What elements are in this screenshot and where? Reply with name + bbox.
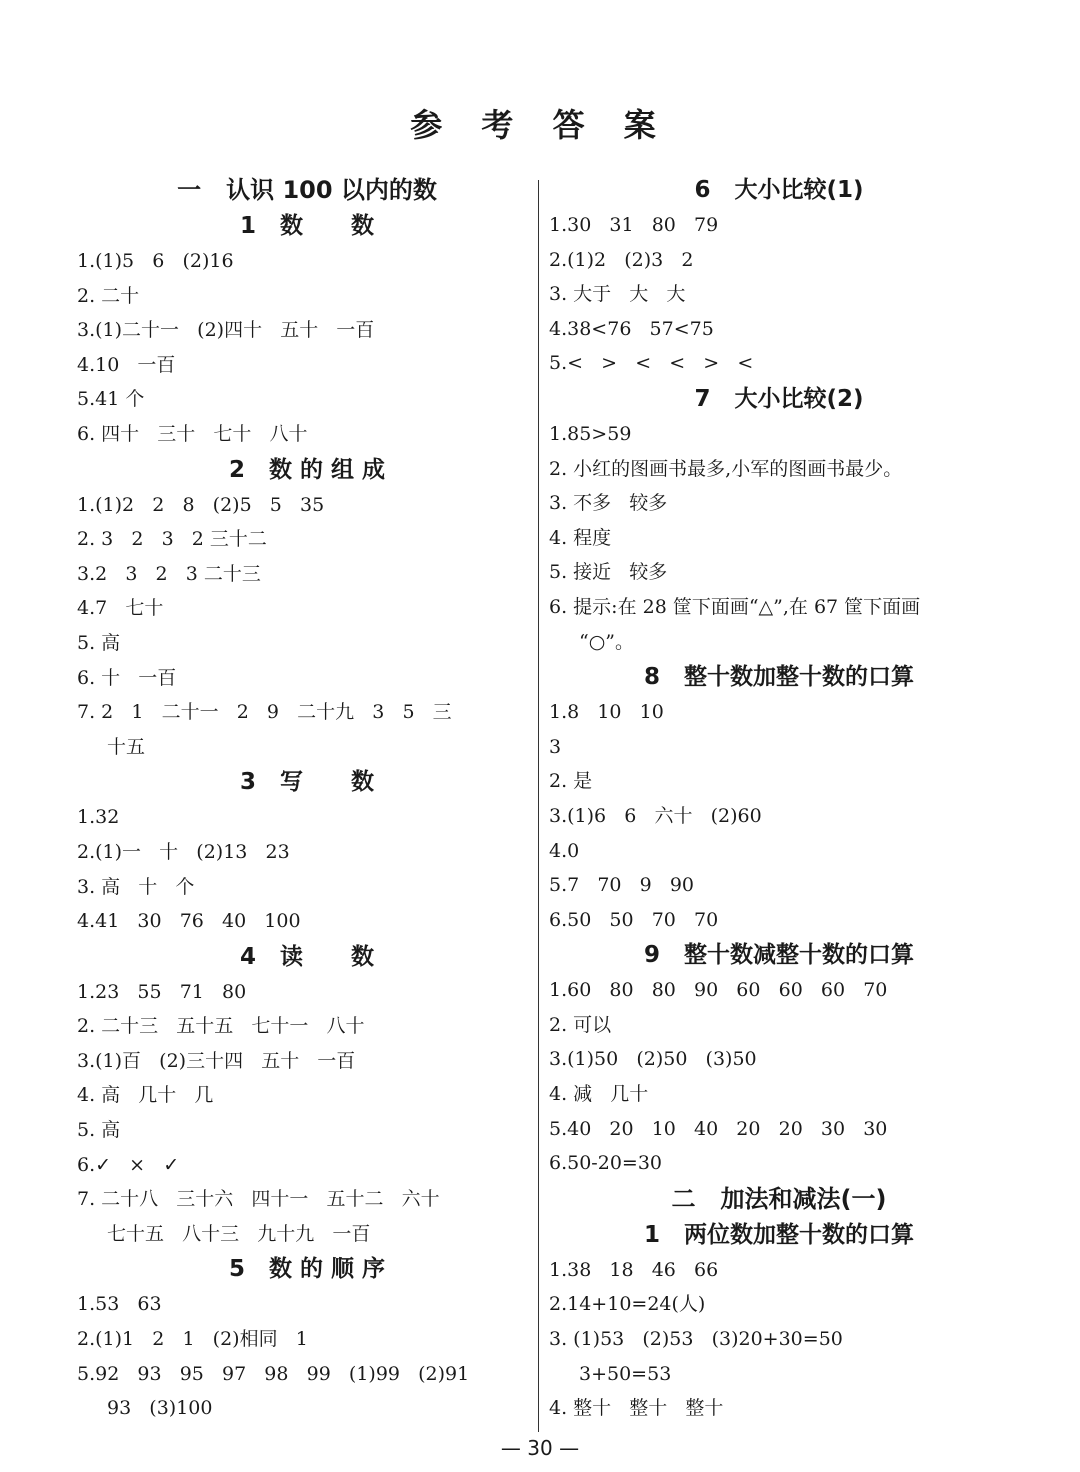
answer-line: 6. 提示:在 28 筐下面画“△”,在 67 筐下面画 bbox=[549, 595, 921, 618]
subsection-heading: 1 两位数加整十数的口算 bbox=[643, 1221, 915, 1248]
section-heading: 一 认识 100 以内的数 bbox=[177, 176, 437, 204]
answer-line: 5.41 个 bbox=[77, 388, 145, 411]
answer-line: 5. 高 bbox=[77, 1119, 121, 1142]
section-heading: 二 加法和减法(一) bbox=[671, 1184, 887, 1213]
answer-line: 3.(1)百 (2)三十四 五十 一百 bbox=[77, 1049, 356, 1072]
answer-line: 3. 不多 较多 bbox=[549, 492, 668, 515]
answer-line: 2. 二十三 五十五 七十一 八十 bbox=[77, 1015, 365, 1038]
column-divider bbox=[538, 180, 539, 1432]
answer-line: 4.10 一百 bbox=[77, 353, 176, 376]
answer-line: 4. 减 几十 bbox=[549, 1083, 649, 1106]
subsection-heading: 4 读 数 bbox=[239, 943, 375, 970]
answer-line: 6. 四十 三十 七十 八十 bbox=[77, 422, 308, 445]
answer-line: 1.30 31 80 79 bbox=[549, 214, 719, 236]
answer-line: 2.(1)一 十 (2)13 23 bbox=[77, 840, 290, 863]
answer-line: 2.(1)1 2 1 (2)相同 1 bbox=[77, 1328, 308, 1351]
page-title: 参 考 答 案 bbox=[410, 106, 670, 144]
subsection-heading: 2 数 的 组 成 bbox=[228, 456, 386, 483]
answer-line: 5.92 93 95 97 98 99 (1)99 (2)91 bbox=[77, 1362, 470, 1385]
answer-line: 3.(1)6 6 六十 (2)60 bbox=[549, 804, 762, 827]
answer-line: 4. 整十 整十 整十 bbox=[549, 1397, 724, 1420]
answer-line: 3. 高 十 个 bbox=[77, 875, 195, 898]
answer-line: 1.32 bbox=[77, 806, 120, 829]
answer-line: 4. 程度 bbox=[549, 526, 612, 549]
subsection-heading: 6 大小比较(1) bbox=[694, 177, 864, 203]
answer-line: 5. 高 bbox=[77, 631, 121, 654]
answer-line-continued: “○”。 bbox=[579, 630, 635, 653]
answer-line: 3.(1)50 (2)50 (3)50 bbox=[549, 1048, 757, 1071]
answer-line: 2. 小红的图画书最多,小军的图画书最少。 bbox=[549, 457, 903, 480]
answer-line: 3.(1)二十一 (2)四十 五十 一百 bbox=[77, 319, 375, 342]
answer-line-continued: 十五 bbox=[107, 735, 146, 758]
answer-line: 1.53 63 bbox=[77, 1293, 162, 1316]
answer-line: 4. 高 几十 几 bbox=[77, 1084, 214, 1107]
answer-line: 6.50 50 70 70 bbox=[549, 908, 719, 931]
answer-line: 7. 二十八 三十六 四十一 五十二 六十 bbox=[77, 1188, 440, 1211]
subsection-heading: 7 大小比较(2) bbox=[694, 385, 864, 412]
answer-line: 5. 接近 较多 bbox=[549, 561, 668, 584]
answer-line: 4.41 30 76 40 100 bbox=[77, 910, 301, 933]
answer-line: 4.38<76 57<75 bbox=[549, 317, 714, 340]
answer-line: 6.50-20=30 bbox=[549, 1152, 662, 1175]
subsection-heading: 1 数 数 bbox=[239, 213, 375, 239]
subsection-heading: 9 整十数减整十数的口算 bbox=[643, 942, 915, 969]
answer-line: 6. 十 一百 bbox=[77, 666, 177, 689]
subsection-heading: 5 数 的 顺 序 bbox=[228, 1256, 386, 1283]
answer-line: 1.85>59 bbox=[549, 422, 632, 445]
answer-line: 4.7 七十 bbox=[77, 597, 164, 620]
answer-line: 4.0 bbox=[549, 839, 580, 862]
answer-line: 1.(1)5 6 (2)16 bbox=[77, 250, 234, 272]
answer-line: 3 bbox=[549, 735, 562, 758]
answer-line: 3. 大于 大 大 bbox=[549, 283, 686, 306]
answer-line-continued: 3+50=53 bbox=[579, 1362, 672, 1385]
answer-line: 6.✓ × ✓ bbox=[77, 1153, 180, 1176]
right-column bbox=[549, 172, 1009, 1426]
answer-line: 2.(1)2 (2)3 2 bbox=[549, 248, 694, 271]
answer-line: 1.(1)2 2 8 (2)5 5 35 bbox=[77, 493, 325, 516]
answer-line: 5.7 70 9 90 bbox=[549, 874, 695, 897]
answer-line: 1.8 10 10 bbox=[549, 701, 664, 724]
answer-line: 2. 可以 bbox=[549, 1013, 612, 1036]
answer-line: 3. (1)53 (2)53 (3)20+30=50 bbox=[549, 1328, 843, 1351]
answer-line: 3.2 3 2 3 二十三 bbox=[77, 562, 261, 585]
answer-line: 7. 2 1 二十一 2 9 二十九 3 5 三 bbox=[77, 701, 452, 724]
answer-line: 2. 3 2 3 2 三十二 bbox=[77, 528, 267, 551]
answer-line: 2. 是 bbox=[549, 770, 593, 793]
answer-line: 1.38 18 46 66 bbox=[549, 1258, 719, 1281]
answer-line: 5.40 20 10 40 20 20 30 30 bbox=[549, 1117, 888, 1140]
answer-line: 2.14+10=24(人) bbox=[549, 1293, 706, 1316]
subsection-heading: 8 整十数加整十数的口算 bbox=[643, 664, 915, 691]
subsection-heading: 3 写 数 bbox=[239, 769, 375, 796]
answer-line: 1.60 80 80 90 60 60 60 70 bbox=[549, 979, 888, 1002]
answer-line-continued: 七十五 八十三 九十九 一百 bbox=[107, 1222, 371, 1245]
answer-line: 5.< > < < > < bbox=[549, 352, 754, 375]
answer-line-continued: 93 (3)100 bbox=[107, 1397, 213, 1420]
answer-line: 2. 二十 bbox=[77, 284, 140, 307]
page-number: — 30 — bbox=[500, 1436, 580, 1460]
answer-line: 1.23 55 71 80 bbox=[77, 980, 247, 1003]
left-column bbox=[77, 172, 537, 1426]
